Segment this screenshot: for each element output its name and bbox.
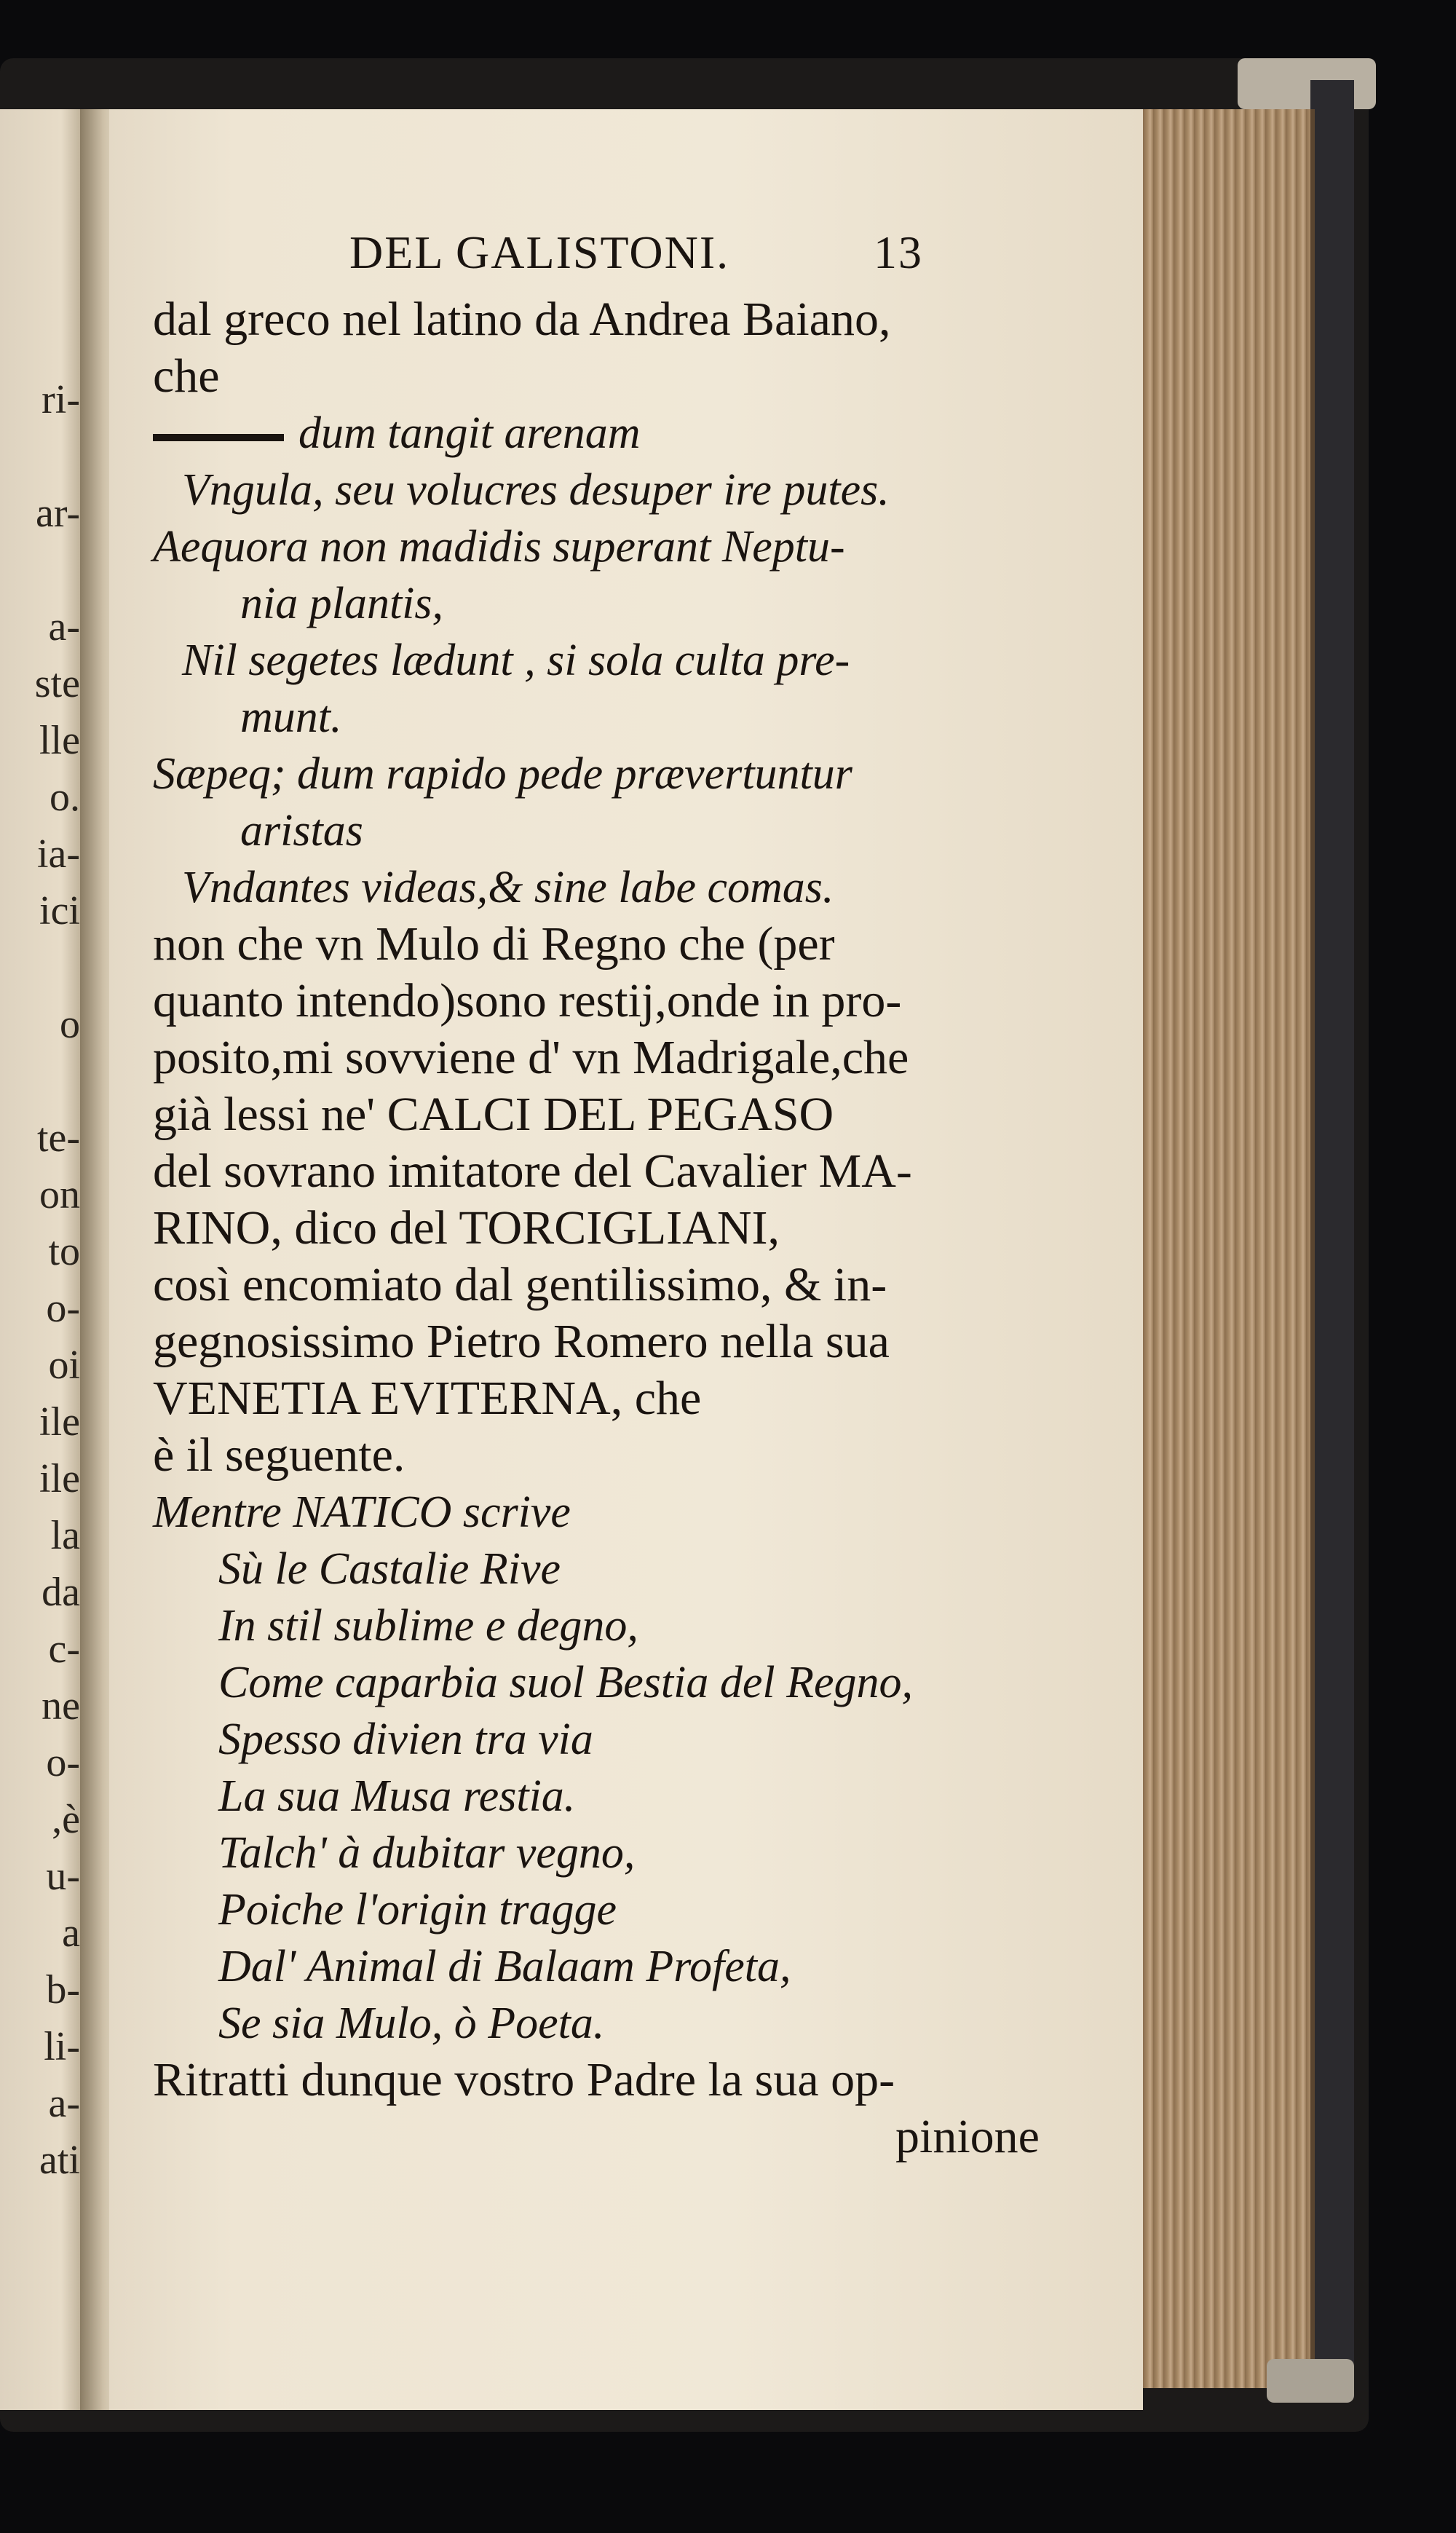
previous-page-fragment xyxy=(0,542,80,598)
catchword: pinione xyxy=(895,2110,1040,2163)
previous-page-fragment: u- xyxy=(46,1854,80,1899)
text-line xyxy=(153,802,1114,859)
text-line-content: posito,mi sovviene d' vn Madrigale,che xyxy=(153,1031,909,1084)
text-line xyxy=(153,859,1114,916)
text-line xyxy=(153,1597,1114,1654)
text-line xyxy=(153,518,1114,575)
text-line xyxy=(153,1711,1114,1768)
previous-page-fragment: o. xyxy=(50,775,80,820)
text-line-content: munt. xyxy=(240,692,342,742)
text-line-content: VENETIA EVITERNA, che xyxy=(153,1372,702,1425)
text-line xyxy=(153,1825,1114,1881)
previous-page-fragment: b- xyxy=(46,1967,80,2012)
previous-page-text-fragments xyxy=(0,371,80,2189)
text-line-content: nia plantis, xyxy=(240,579,444,628)
previous-page-fragment: ri- xyxy=(41,377,80,422)
previous-page-fragment: ici xyxy=(39,888,80,933)
text-line-content: dum tangit arenam xyxy=(298,408,641,458)
page-fore-edge xyxy=(1143,109,1315,2388)
book-page xyxy=(109,109,1143,2410)
text-line-content: non che vn Mulo di Regno che (per xyxy=(153,917,835,971)
previous-page-fragment: li- xyxy=(44,2024,80,2069)
text-line-content: aristas xyxy=(240,806,363,855)
text-line-content: già lessi ne' CALCI DEL PEGASO xyxy=(153,1088,834,1141)
previous-page-fragment: a- xyxy=(48,2081,80,2126)
text-line-content: Ritratti dunque vostro Padre la sua op- xyxy=(153,2053,895,2106)
text-line xyxy=(153,405,1114,462)
previous-page-fragment: te- xyxy=(36,1115,80,1161)
previous-page-fragment xyxy=(0,939,80,996)
catchword-line xyxy=(153,2109,1114,2165)
previous-page-fragment: ile xyxy=(39,1456,80,1501)
text-line-content: Se sia Mulo, ò Poeta. xyxy=(218,1999,605,2048)
page-body xyxy=(153,291,1114,2109)
previous-page-fragment: a xyxy=(62,1910,80,1956)
previous-page-fragment: ile xyxy=(39,1399,80,1445)
previous-page-fragment: o- xyxy=(46,1740,80,1785)
text-line xyxy=(153,632,1114,689)
text-line xyxy=(153,973,1114,1030)
text-line xyxy=(153,1086,1114,1143)
book-clasp-bottom xyxy=(1267,2359,1354,2403)
previous-page xyxy=(0,109,87,2410)
text-line-content: La sua Musa restia. xyxy=(218,1771,576,1821)
text-line xyxy=(153,1484,1114,1541)
previous-page-fragment: ne xyxy=(41,1683,80,1728)
previous-page-fragment: a- xyxy=(48,604,80,649)
page-number: 13 xyxy=(874,226,923,278)
text-line-content: quanto intendo)sono restij,onde in pro- xyxy=(153,974,902,1027)
previous-page-fragment: on xyxy=(39,1172,80,1217)
text-line-content: Talch' à dubitar vegno, xyxy=(218,1828,636,1878)
text-line xyxy=(153,1143,1114,1200)
text-line-content: Sæpeq; dum rapido pede prævertuntur xyxy=(153,749,852,799)
text-line-content: Come caparbia suol Bestia del Regno, xyxy=(218,1658,913,1707)
previous-page-fragment xyxy=(0,1053,80,1110)
previous-page-fragment: o- xyxy=(46,1286,80,1331)
previous-page-fragment: ,è xyxy=(52,1797,80,1842)
book-spine xyxy=(1310,80,1354,2374)
text-line xyxy=(153,746,1114,802)
previous-page-fragment: lle xyxy=(39,718,80,763)
book-clasp-top xyxy=(1238,58,1376,109)
previous-page-fragment: c- xyxy=(48,1627,80,1672)
text-line xyxy=(153,462,1114,518)
previous-page-fragment: ste xyxy=(34,661,80,706)
text-line xyxy=(153,689,1114,746)
text-line xyxy=(153,1030,1114,1086)
text-line xyxy=(153,1257,1114,1313)
running-title: DEL GALISTONI. xyxy=(349,226,730,278)
text-line-content: Poiche l'origin tragge xyxy=(218,1885,617,1935)
text-line xyxy=(153,575,1114,632)
text-line-content: Dal' Animal di Balaam Profeta, xyxy=(218,1942,791,1991)
previous-page-fragment: da xyxy=(41,1570,80,1615)
text-line xyxy=(153,1370,1114,1427)
previous-page-fragment xyxy=(0,428,80,485)
text-line xyxy=(153,1654,1114,1711)
text-line-content: Vngula, seu volucres desuper ire putes. xyxy=(182,465,890,515)
em-dash-rule xyxy=(153,434,284,441)
text-line xyxy=(153,2052,1114,2109)
text-line-content: Nil segetes lædunt , si sola culta pre- xyxy=(182,636,850,685)
text-line xyxy=(153,1313,1114,1370)
page-text xyxy=(153,211,1114,2165)
text-line-content: così encomiato dal gentilissimo, & in- xyxy=(153,1258,887,1311)
text-line xyxy=(153,348,1114,405)
text-line xyxy=(153,291,1114,348)
text-line-content: è il seguente. xyxy=(153,1428,405,1482)
text-line xyxy=(153,1881,1114,1938)
previous-page-fragment: ati xyxy=(39,2138,80,2183)
previous-page-fragment: to xyxy=(48,1229,80,1274)
text-line-content: Spesso divien tra via xyxy=(218,1715,593,1764)
text-line xyxy=(153,1541,1114,1597)
text-line-content: dal greco nel latino da Andrea Baiano, xyxy=(153,293,891,346)
text-line-content: che xyxy=(153,349,220,403)
previous-page-fragment: ar- xyxy=(35,491,80,536)
text-line xyxy=(153,1995,1114,2052)
previous-page-fragment: ia- xyxy=(36,831,80,877)
previous-page-fragment: oi xyxy=(48,1343,80,1388)
running-header xyxy=(153,211,1114,291)
text-line-content: In stil sublime e degno, xyxy=(218,1601,638,1651)
previous-page-fragment: la xyxy=(50,1513,80,1558)
text-line xyxy=(153,1938,1114,1995)
text-line xyxy=(153,1200,1114,1257)
text-line-content: del sovrano imitatore del Cavalier MA- xyxy=(153,1145,912,1198)
text-line-content: Aequora non madidis superant Neptu- xyxy=(153,522,845,572)
text-line xyxy=(153,1427,1114,1484)
text-line-content: Sù le Castalie Rive xyxy=(218,1544,561,1594)
text-line-content: Mentre NATICO scrive xyxy=(153,1487,571,1537)
text-line xyxy=(153,1768,1114,1825)
previous-page-fragment: o xyxy=(60,1002,80,1047)
text-line xyxy=(153,916,1114,973)
text-line-content: gegnosissimo Pietro Romero nella sua xyxy=(153,1315,890,1368)
text-line-content: RINO, dico del TORCIGLIANI, xyxy=(153,1201,780,1254)
text-line-content: Vndantes videas,& sine labe comas. xyxy=(182,863,834,912)
